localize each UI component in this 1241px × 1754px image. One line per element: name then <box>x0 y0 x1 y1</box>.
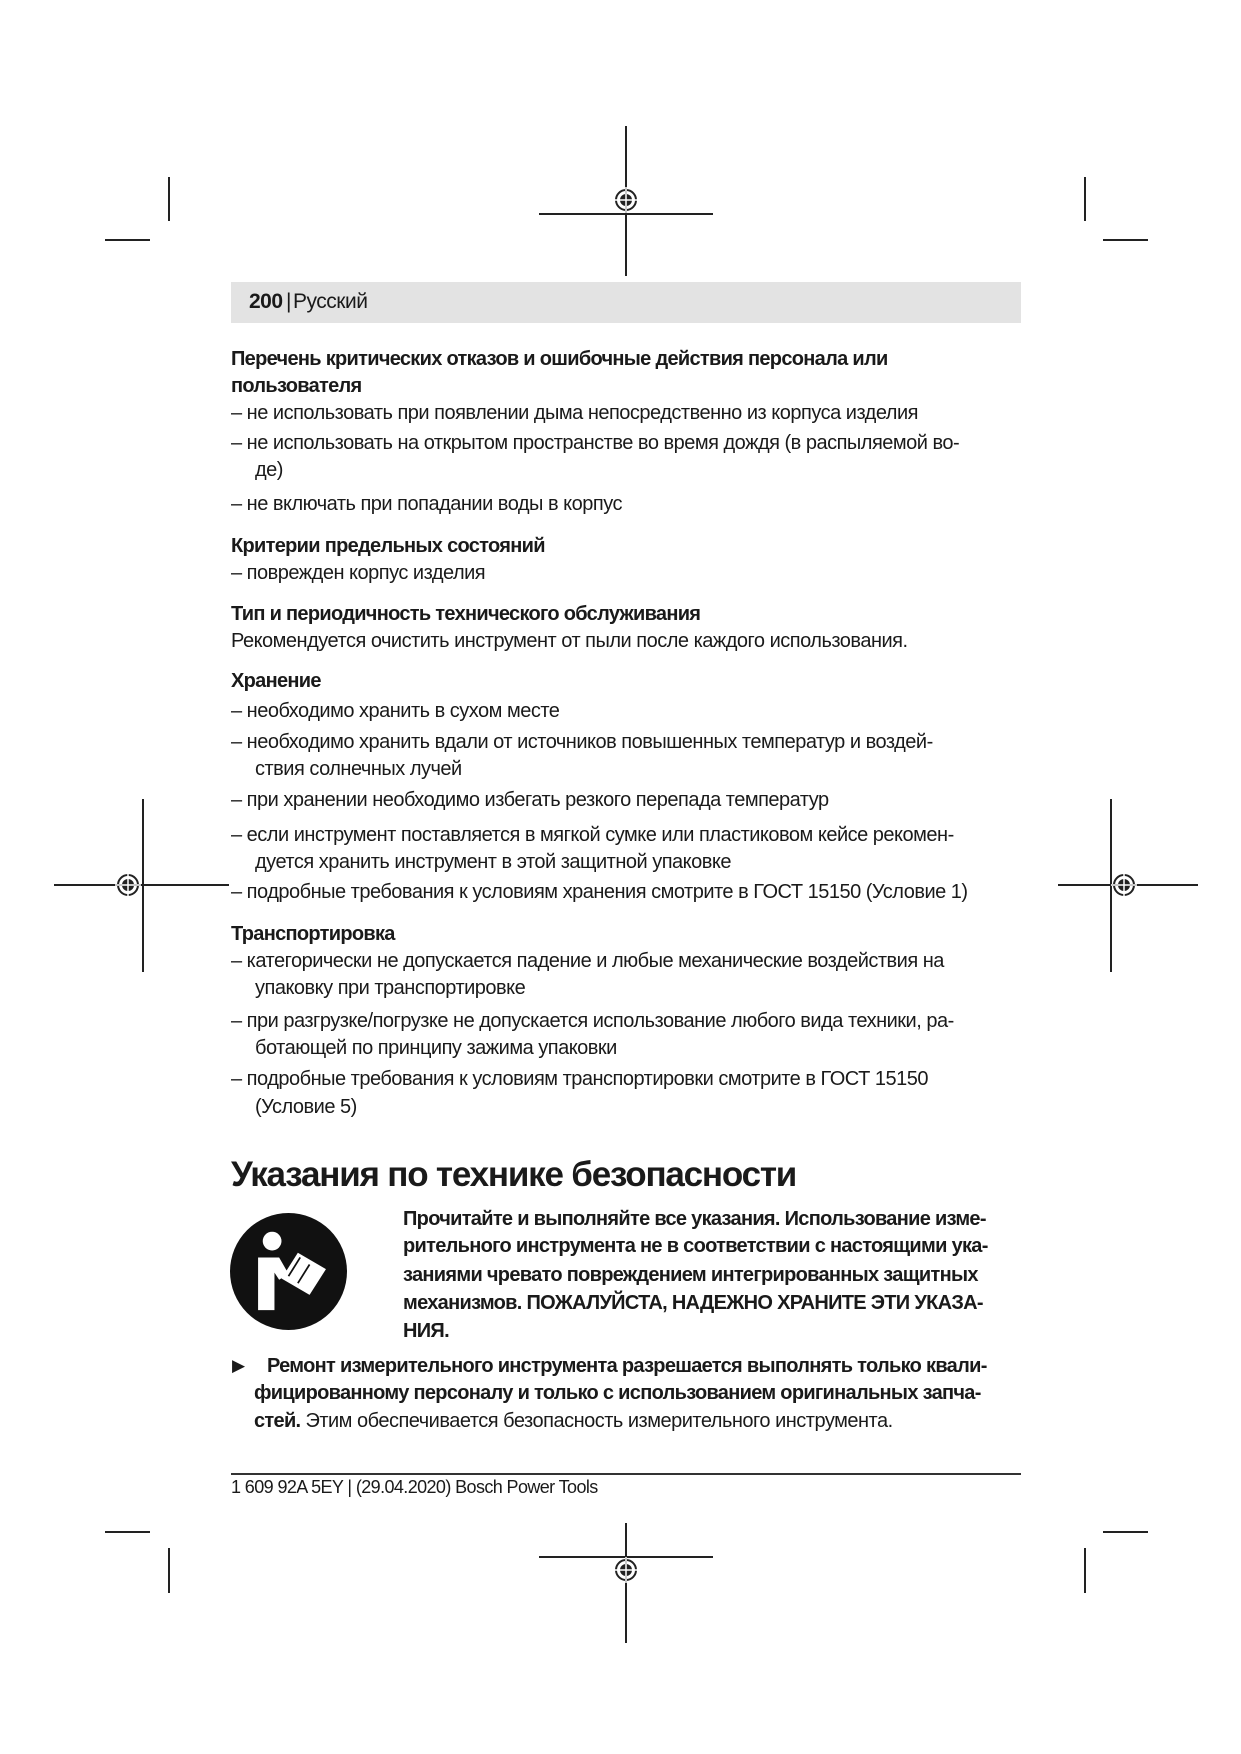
safety-heading: Указания по технике безопасности <box>231 1155 797 1194</box>
crop-line <box>105 239 150 241</box>
warning-text: заниями чревато повреждением интегрированных защитных <box>403 1264 978 1286</box>
list-item-continuation: де) <box>255 459 283 481</box>
page-number: 200 <box>249 290 283 313</box>
registration-target-icon <box>115 872 141 898</box>
list-item-continuation: (Условие 5) <box>255 1096 357 1118</box>
list-item: – если инструмент поставляется в мягкой сумке или пластиковом кейсе рекомен- <box>231 824 954 846</box>
crop-line <box>168 1548 170 1593</box>
warning-text: механизмов. ПОЖАЛУЙСТА, НАДЕЖНО ХРАНИТЕ ЭТИ УКАЗА- <box>403 1292 983 1314</box>
bullet-arrow-icon: ▶ <box>232 1356 245 1375</box>
crop-line <box>105 1531 150 1533</box>
list-item: – при разгрузке/погрузке не допускается использование любого вида техники, ра- <box>231 1010 954 1032</box>
crop-line <box>1084 1548 1086 1593</box>
list-item: – при хранении необходимо избегать резкого перепада температур <box>231 789 829 811</box>
list-item: – категорически не допускается падение и любые механические воздействия на <box>231 950 944 972</box>
section-title: Транспортировка <box>231 923 395 945</box>
crop-line <box>539 213 713 215</box>
safety-bullet-text: Ремонт измерительного инструмента разрешается выполнять только квали- <box>267 1355 987 1377</box>
crop-line <box>1084 177 1086 221</box>
footer-text: 1 609 92A 5EY | (29.04.2020) Bosch Power Tools <box>231 1477 598 1497</box>
section-title: Перечень критических отказов и ошибочные действия персонала или <box>231 348 888 370</box>
warning-text: Прочитайте и выполняйте все указания. Использование изме- <box>403 1208 986 1230</box>
list-item-continuation: ствия солнечных лучей <box>255 758 462 780</box>
read-manual-icon <box>230 1213 347 1330</box>
bold-text: стей. <box>254 1410 301 1432</box>
page-header <box>231 282 1021 323</box>
safety-bullet-text <box>254 1407 893 1435</box>
registration-target-icon <box>613 1557 639 1583</box>
list-item-continuation: ботающей по принципу зажима упаковки <box>255 1037 617 1059</box>
section-title: пользователя <box>231 375 362 397</box>
section-title: Тип и периодичность технического обслуживания <box>231 603 701 625</box>
list-item: – необходимо хранить в сухом месте <box>231 700 560 722</box>
list-item: – не использовать на открытом пространстве во время дождя (в распыляемой во- <box>231 432 960 454</box>
list-item: – необходимо хранить вдали от источников повышенных температур и воздей- <box>231 731 933 753</box>
list-item: – поврежден корпус изделия <box>231 562 486 584</box>
registration-target-icon <box>1111 872 1137 898</box>
crop-line <box>625 1523 627 1643</box>
header-separator: | <box>286 290 291 313</box>
list-item-continuation: упаковку при транспортировке <box>255 977 526 999</box>
list-item: – не включать при попадании воды в корпус <box>231 493 622 515</box>
list-item: – не использовать при появлении дыма непосредственно из корпуса изделия <box>231 402 918 424</box>
paragraph: Рекомендуется очистить инструмент от пыли после каждого использования. <box>231 630 908 652</box>
crop-line <box>1103 1531 1148 1533</box>
list-item: – подробные требования к условиям транспортировки смотрите в ГОСТ 15150 <box>231 1068 928 1090</box>
regular-text: Этим обеспечивается безопасность измерительного инструмента. <box>300 1410 893 1432</box>
section-title: Хранение <box>231 670 321 692</box>
list-item: – подробные требования к условиям хранения смотрите в ГОСТ 15150 (Условие 1) <box>231 881 968 903</box>
crop-line <box>168 177 170 221</box>
crop-line <box>54 884 229 886</box>
list-item-continuation: дуется хранить инструмент в этой защитной упаковке <box>255 851 731 873</box>
header-language: Русский <box>293 290 368 313</box>
registration-target-icon <box>613 187 639 213</box>
warning-text: НИЯ. <box>403 1320 449 1342</box>
crop-line <box>1103 239 1148 241</box>
safety-bullet-text: фицированному персоналу и только с использованием оригинальных запча- <box>254 1382 981 1404</box>
warning-text: рительного инструмента не в соответствии с настоящими ука- <box>403 1235 988 1257</box>
section-title: Критерии предельных состояний <box>231 535 545 557</box>
